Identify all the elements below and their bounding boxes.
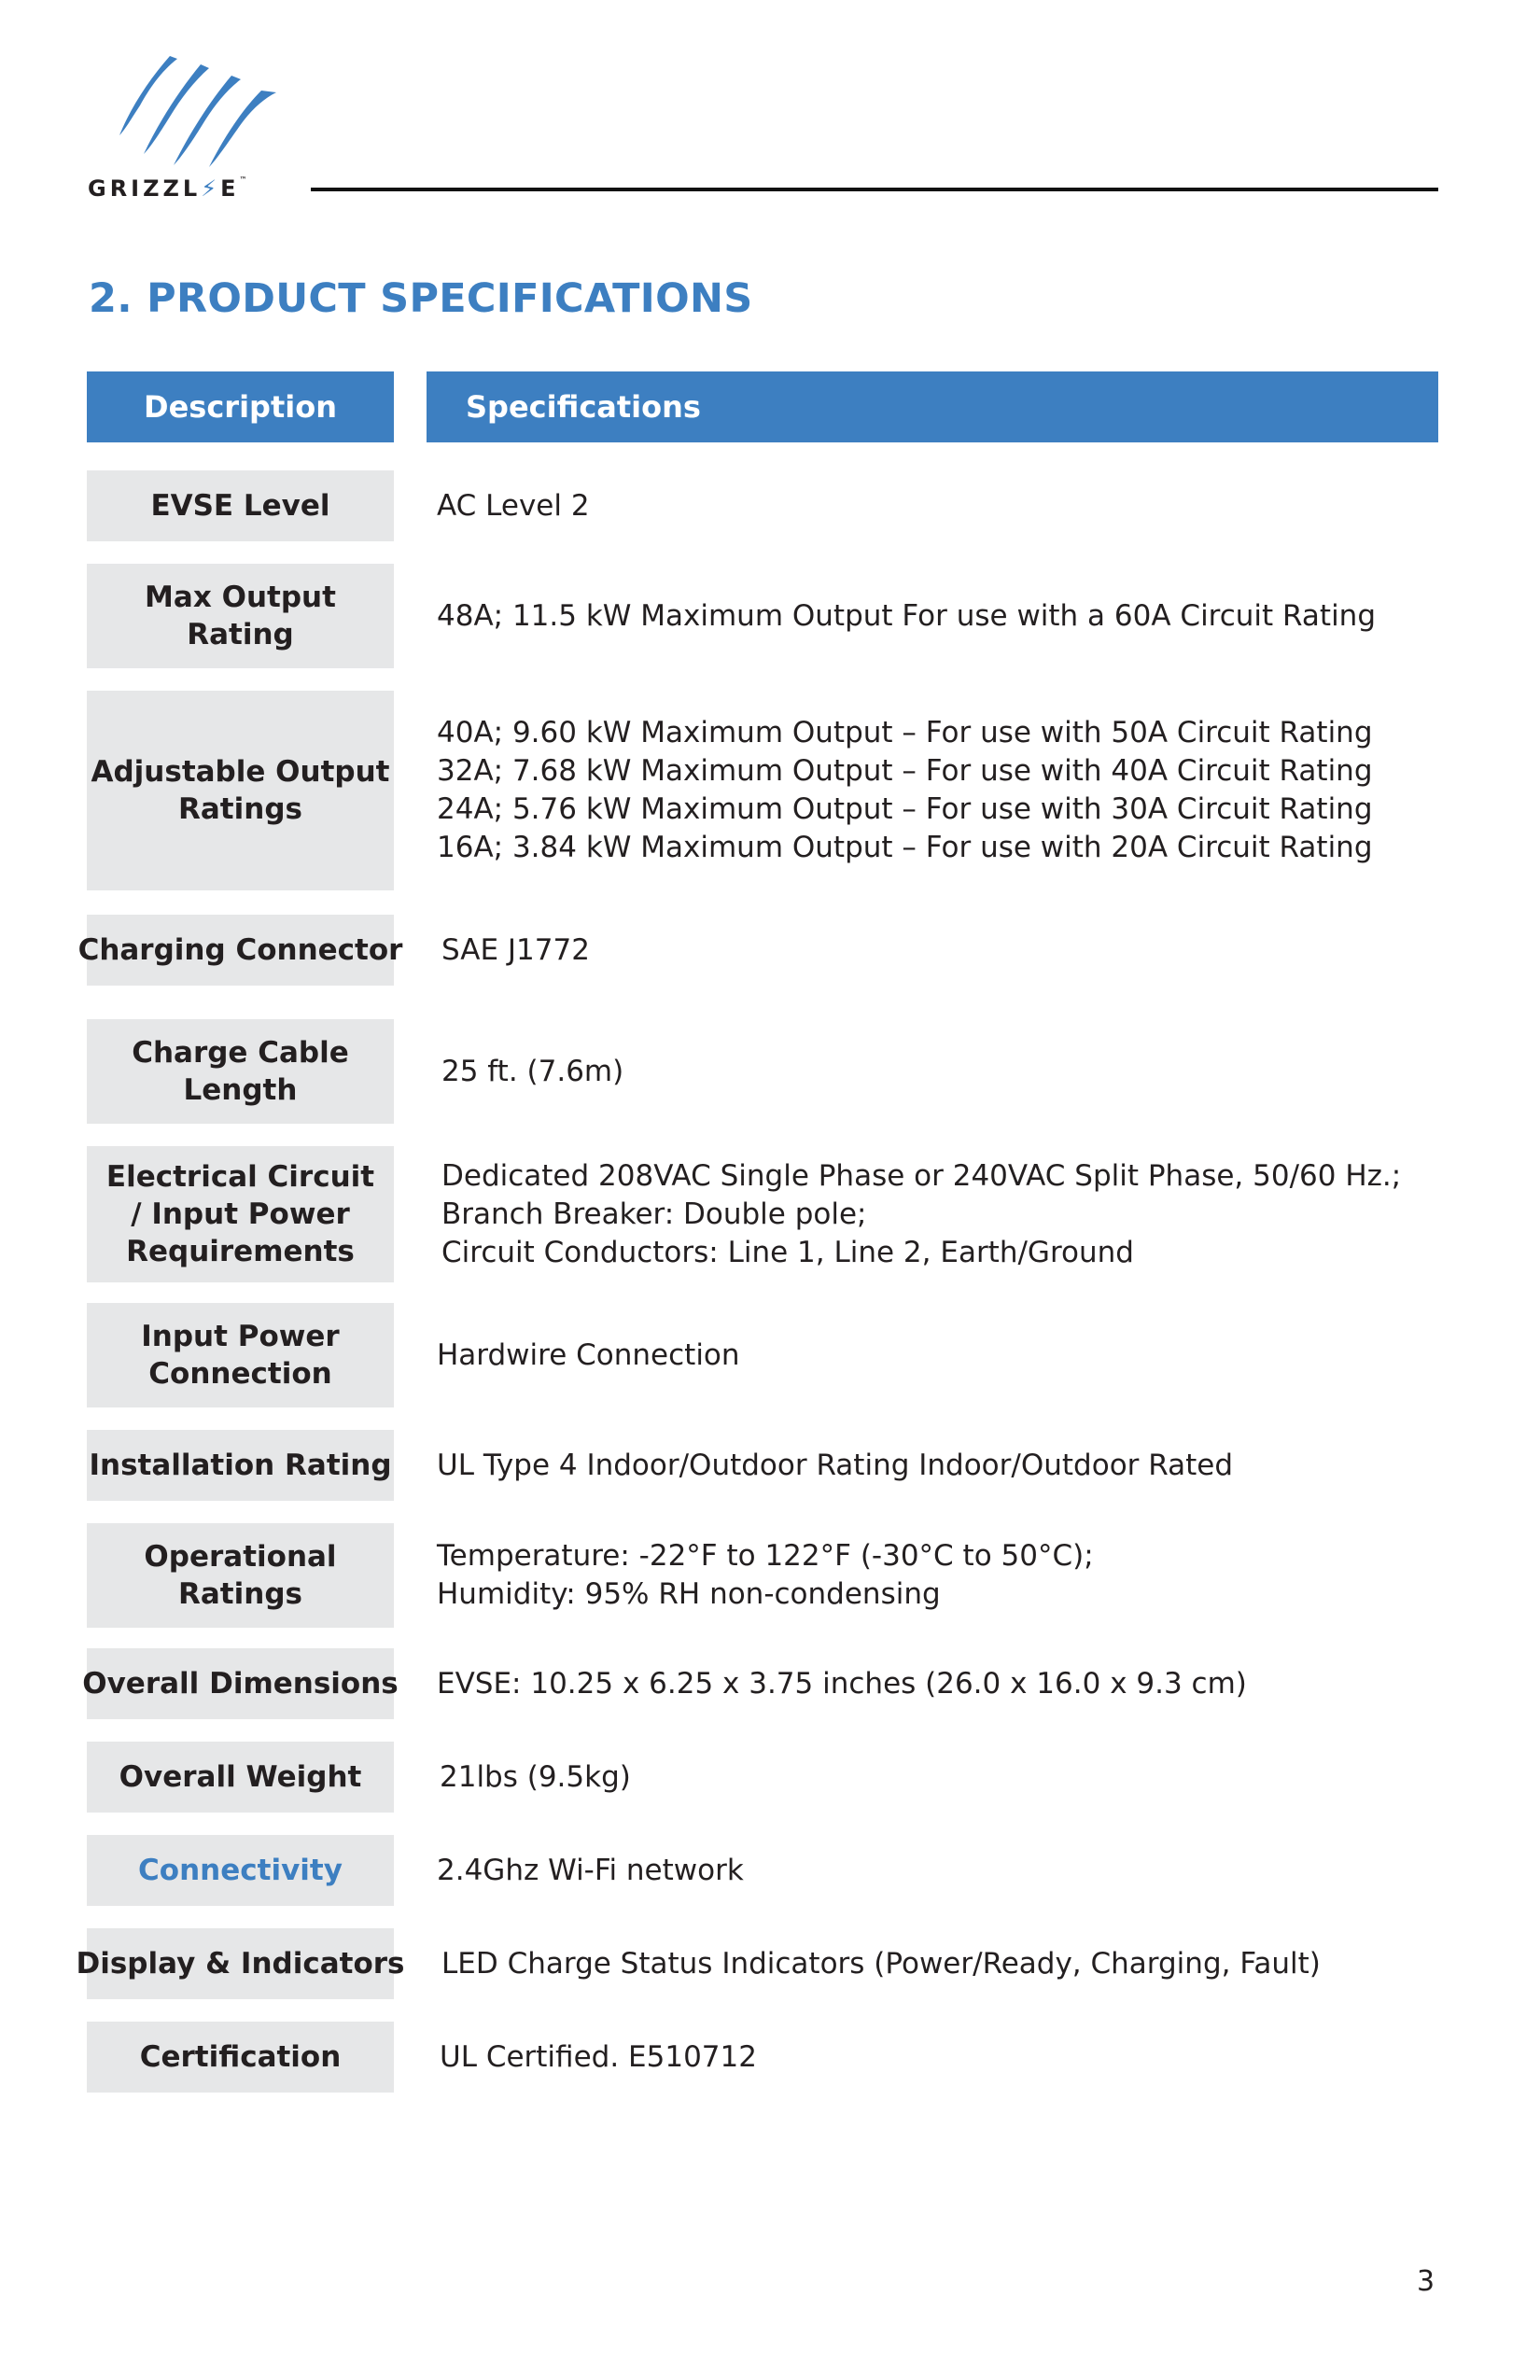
- spec-value-line: 21lbs (9.5kg): [440, 1759, 631, 1794]
- spec-value: [437, 1303, 1445, 1407]
- spec-value-line: UL Certified. E510712: [440, 2039, 757, 2074]
- spec-label: [87, 1430, 394, 1501]
- bolt-icon: ⚡: [201, 175, 221, 202]
- spec-value-line: 25 ft. (7.6m): [441, 1054, 624, 1088]
- page-number: 3: [1417, 2265, 1435, 2298]
- spec-value-line: UL Type 4 Indoor/Outdoor Rating Indoor/Outdoor Rated: [437, 1448, 1234, 1482]
- spec-label-line: Rating: [187, 618, 294, 651]
- spec-value-line: 24A; 5.76 kW Maximum Output – For use with 30A Circuit Rating: [437, 792, 1373, 826]
- spec-label-line: Charge Cable: [132, 1036, 349, 1070]
- section-title: 2. PRODUCT SPECIFICATIONS: [89, 275, 753, 322]
- spec-value-line: 40A; 9.60 kW Maximum Output – For use with 50A Circuit Rating: [437, 716, 1373, 749]
- spec-value: [437, 1835, 1445, 1906]
- spec-label: [87, 2022, 394, 2093]
- logo-wordmark: GRIZZL⚡E™: [88, 175, 247, 202]
- spec-value: [441, 1928, 1449, 1999]
- spec-value-line: Circuit Conductors: Line 1, Line 2, Earth/Ground: [441, 1235, 1134, 1269]
- spec-value-line: EVSE: 10.25 x 6.25 x 3.75 inches (26.0 x 16.0 x 9.3 cm): [437, 1666, 1247, 1701]
- spec-label-line: Display & Indicators: [76, 1947, 405, 1981]
- spec-label-line: / Input Power: [131, 1197, 350, 1231]
- spec-label-line: Input Power: [141, 1320, 340, 1353]
- spec-value-line: AC Level 2: [437, 488, 590, 523]
- spec-label-line: Installation Rating: [89, 1449, 392, 1482]
- spec-value-line: SAE J1772: [441, 932, 590, 967]
- spec-value-line: 32A; 7.68 kW Maximum Output – For use with 40A Circuit Rating: [437, 754, 1373, 788]
- spec-label-line: Operational: [144, 1540, 337, 1574]
- spec-label-line: Certification: [139, 2040, 342, 2074]
- spec-value: [437, 1430, 1445, 1501]
- spec-label: [87, 1523, 394, 1628]
- spec-value: [437, 564, 1445, 668]
- spec-value: [437, 1648, 1445, 1719]
- spec-value: [437, 691, 1445, 890]
- spec-value: [437, 1523, 1445, 1628]
- spec-value-line: 2.4Ghz Wi-Fi network: [437, 1853, 744, 1887]
- spec-label: [87, 564, 394, 668]
- spec-value-line: 48A; 11.5 kW Maximum Output For use with a 60A Circuit Rating: [437, 598, 1377, 633]
- grizzl-e-logo: [84, 51, 289, 210]
- spec-label: [87, 1742, 394, 1813]
- spec-label: [87, 470, 394, 541]
- spec-label: [87, 1019, 394, 1124]
- spec-label-line: Ratings: [178, 792, 302, 826]
- spec-value: [441, 1146, 1449, 1282]
- spec-label: [87, 691, 394, 890]
- spec-label-line: Overall Dimensions: [82, 1667, 399, 1701]
- spec-label-line: Connectivity: [138, 1854, 343, 1887]
- spec-value-line: Humidity: 95% RH non-condensing: [437, 1577, 941, 1611]
- spec-label-line: Max Output: [145, 581, 336, 614]
- spec-value-line: 16A; 3.84 kW Maximum Output – For use with 20A Circuit Rating: [437, 831, 1373, 864]
- spec-value: [437, 470, 1445, 541]
- spec-value: [441, 1019, 1449, 1124]
- spec-label-line: Charging Connector: [77, 933, 403, 967]
- spec-label-line: Length: [183, 1073, 298, 1107]
- spec-value: [441, 915, 1449, 986]
- spec-value-line: LED Charge Status Indicators (Power/Ready, Charging, Fault): [441, 1946, 1321, 1981]
- header-rule: [311, 188, 1438, 191]
- spec-value: [440, 1742, 1448, 1813]
- spec-label-line: Adjustable Output: [91, 755, 390, 789]
- spec-value-line: Temperature: -22°F to 122°F (-30°C to 50°C);: [437, 1539, 1094, 1573]
- spec-label-line: Electrical Circuit: [105, 1160, 375, 1194]
- spec-label: [77, 915, 403, 986]
- spec-label-line: Connection: [148, 1357, 332, 1391]
- spec-value-line: Dedicated 208VAC Single Phase or 240VAC Split Phase, 50/60 Hz.;: [441, 1158, 1402, 1193]
- claw-marks-icon: [112, 51, 289, 173]
- specifications-column-header: Specifications: [427, 371, 1438, 442]
- spec-label: [87, 1303, 394, 1407]
- spec-label-line: EVSE Level: [150, 489, 330, 523]
- spec-label: [87, 1835, 394, 1906]
- spec-label: [76, 1928, 405, 1999]
- description-column-header: Description: [87, 371, 394, 442]
- spec-label: [82, 1648, 399, 1719]
- spec-label: [87, 1146, 394, 1282]
- spec-value: [440, 2022, 1448, 2093]
- spec-label-line: Requirements: [126, 1235, 355, 1268]
- spec-label-line: Overall Weight: [119, 1760, 362, 1794]
- spec-label-line: Ratings: [178, 1577, 302, 1611]
- spec-value-line: Branch Breaker: Double pole;: [441, 1197, 867, 1231]
- spec-value-line: Hardwire Connection: [437, 1337, 740, 1372]
